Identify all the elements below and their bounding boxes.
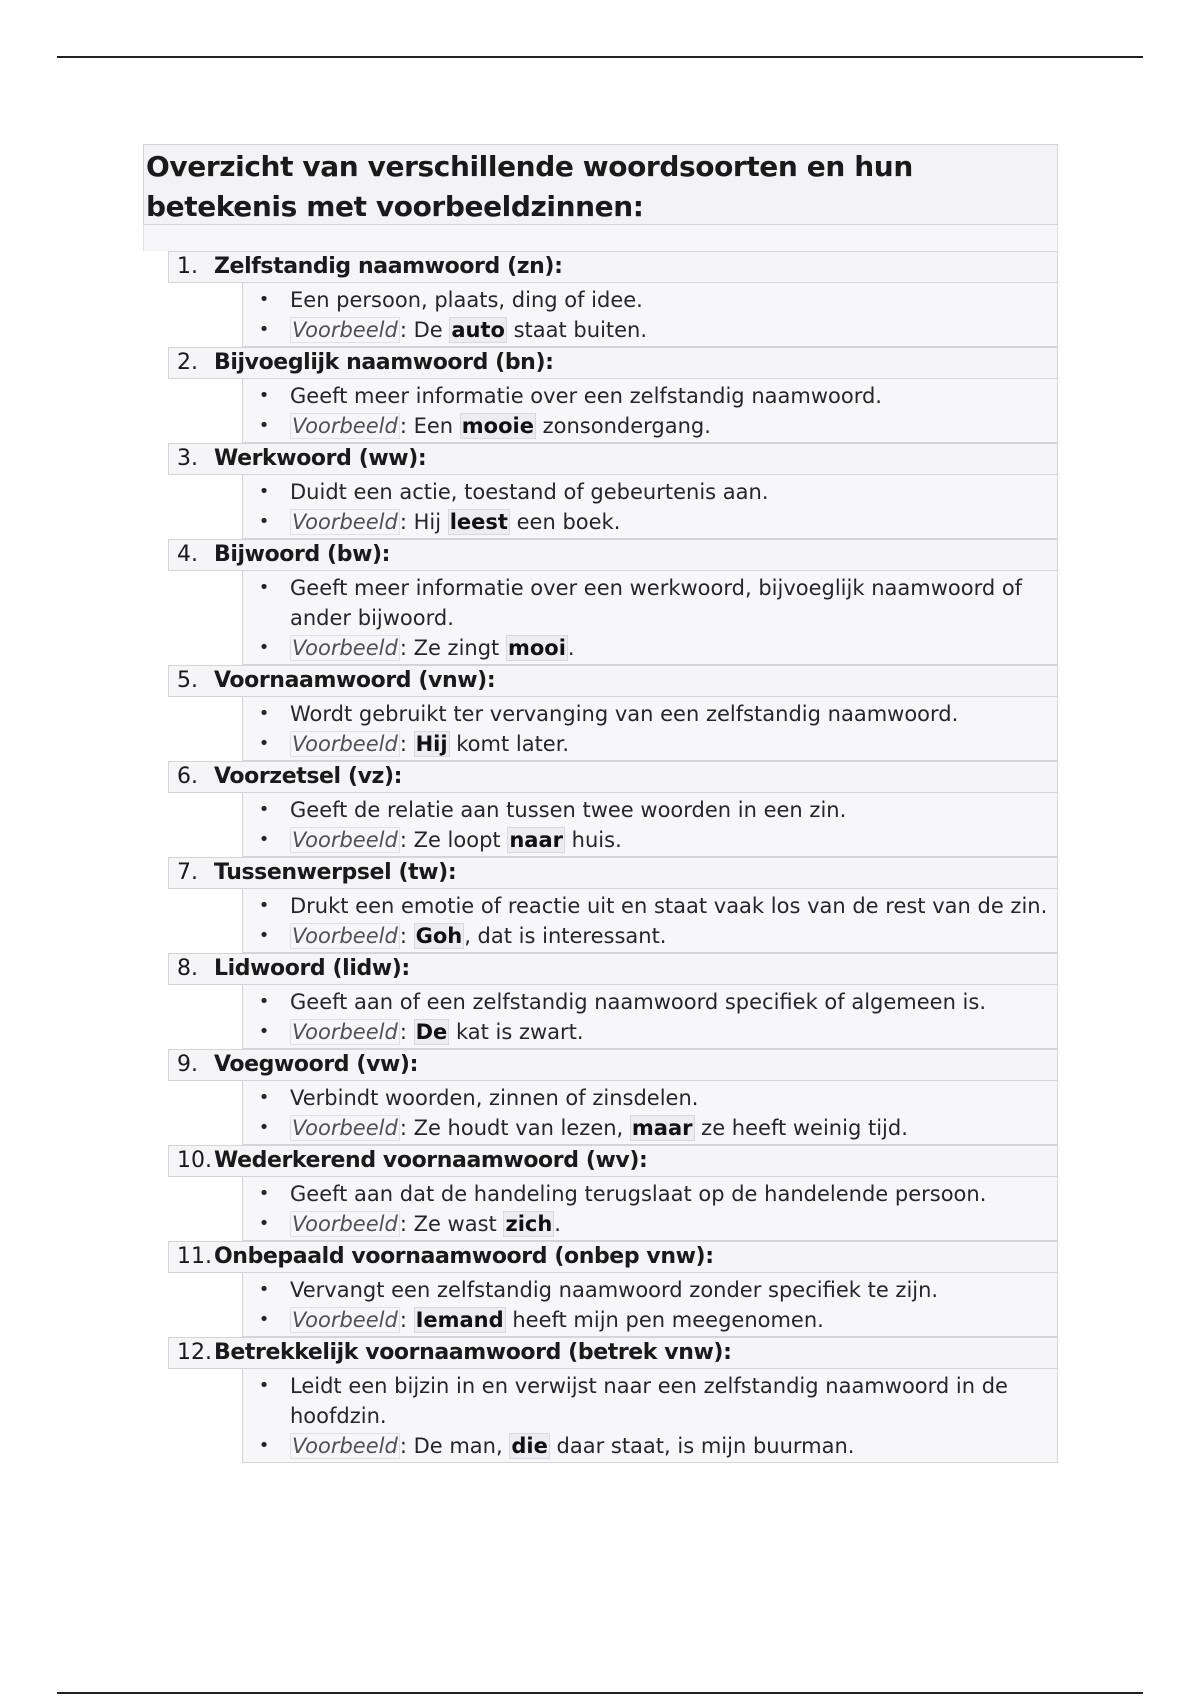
list-item — [143, 1049, 1058, 1145]
example-label: Voorbeeld — [292, 1308, 398, 1332]
entry-bullets — [242, 1081, 1058, 1145]
definition-bullet — [243, 1275, 1057, 1305]
example-before: Ze zingt — [413, 636, 506, 660]
entry-number: 6. — [177, 764, 198, 789]
example-bullet — [243, 921, 1057, 951]
example-keyword: die — [511, 1434, 548, 1458]
definition-text: Geeft meer informatie over een werkwoord, bijvoeglijk naamwoord of ander bijwoord. — [290, 576, 1023, 630]
example-bullet — [243, 1017, 1057, 1047]
definition-text: Drukt een emotie of reactie uit en staat vaak los van de rest van de zin. — [290, 894, 1048, 918]
entry-label: Bijvoeglijk naamwoord (bn): — [214, 350, 554, 375]
list-item — [143, 857, 1058, 953]
entry-bullets — [242, 1177, 1058, 1241]
entry-heading — [168, 761, 1058, 793]
list-item — [143, 1337, 1058, 1463]
entry-bullets — [242, 697, 1058, 761]
entry-label: Voornaamwoord (vnw): — [214, 668, 496, 693]
entry-heading — [168, 539, 1058, 571]
bullet-icon: • — [258, 319, 270, 340]
bullet-icon: • — [258, 1183, 270, 1204]
definition-bullet — [243, 1179, 1057, 1209]
example-text: Voorbeeld: De man, die daar staat, is mijn buurman. — [292, 1434, 855, 1458]
example-label: Voorbeeld — [292, 1434, 398, 1458]
example-label: Voorbeeld — [292, 636, 398, 660]
entry-label: Wederkerend voornaamwoord (wv): — [214, 1148, 648, 1173]
entry-heading — [168, 443, 1058, 475]
example-before: De man, — [413, 1434, 510, 1458]
bullet-icon: • — [258, 637, 270, 658]
definition-bullet — [243, 795, 1057, 825]
example-before: De — [413, 318, 450, 342]
entry-bullets — [242, 793, 1058, 857]
example-before: Een — [413, 414, 460, 438]
entry-number: 2. — [177, 350, 198, 375]
bullet-icon: • — [258, 415, 270, 436]
definition-bullet — [243, 477, 1057, 507]
page-title: Overzicht van verschillende woordsoorten en hun betekenis met voorbeeldzinnen: — [146, 150, 913, 223]
entry-label: Betrekkelijk voornaamwoord (betrek vnw): — [214, 1340, 732, 1365]
bullet-icon: • — [258, 577, 270, 598]
entry-number: 7. — [177, 860, 198, 885]
example-label: Voorbeeld — [292, 510, 398, 534]
example-before: Hij — [413, 510, 448, 534]
bullet-icon: • — [258, 1117, 270, 1138]
definition-bullet — [243, 1371, 1057, 1431]
list-item — [143, 443, 1058, 539]
example-keyword: zich — [505, 1212, 553, 1236]
entry-label: Voegwoord (vw): — [214, 1052, 418, 1077]
entry-label: Zelfstandig naamwoord (zn): — [214, 254, 563, 279]
definition-text: Wordt gebruikt ter vervanging van een zelfstandig naamwoord. — [290, 702, 959, 726]
example-bullet — [243, 1209, 1057, 1239]
example-keyword: maar — [631, 1116, 693, 1140]
entry-number: 11. — [177, 1244, 212, 1269]
example-text: Voorbeeld: De auto staat buiten. — [292, 318, 648, 342]
definition-text: Geeft aan dat de handeling terugslaat op de handelende persoon. — [290, 1182, 987, 1206]
entry-number: 1. — [177, 254, 198, 279]
example-keyword: naar — [509, 828, 563, 852]
entry-label: Tussenwerpsel (tw): — [214, 860, 457, 885]
definition-bullet — [243, 699, 1057, 729]
entry-label: Werkwoord (ww): — [214, 446, 427, 471]
definition-text: Geeft de relatie aan tussen twee woorden in een zin. — [290, 798, 847, 822]
example-keyword: Iemand — [415, 1308, 504, 1332]
example-label: Voorbeeld — [292, 1020, 398, 1044]
bullet-icon: • — [258, 511, 270, 532]
bullet-icon: • — [258, 481, 270, 502]
list-item — [143, 539, 1058, 665]
example-after: huis. — [565, 828, 622, 852]
example-after: daar staat, is mijn buurman. — [549, 1434, 855, 1458]
example-label: Voorbeeld — [292, 318, 398, 342]
example-after: ze heeft weinig tijd. — [694, 1116, 908, 1140]
bullet-icon: • — [258, 733, 270, 754]
example-text: Voorbeeld: Hij komt later. — [292, 732, 570, 756]
example-after: staat buiten. — [506, 318, 648, 342]
entry-label: Onbepaald voornaamwoord (onbep vnw): — [214, 1244, 714, 1269]
example-bullet — [243, 411, 1057, 441]
list-item — [143, 665, 1058, 761]
entry-number: 12. — [177, 1340, 212, 1365]
example-after: , dat is interessant. — [464, 924, 667, 948]
list-item — [143, 251, 1058, 347]
example-text: Voorbeeld: De kat is zwart. — [292, 1020, 584, 1044]
example-bullet — [243, 1113, 1057, 1143]
entry-heading — [168, 665, 1058, 697]
example-label: Voorbeeld — [292, 924, 398, 948]
example-bullet — [243, 633, 1057, 663]
example-label: Voorbeeld — [292, 414, 398, 438]
bullet-icon: • — [258, 1213, 270, 1234]
bullet-icon: • — [258, 703, 270, 724]
entry-heading — [168, 1049, 1058, 1081]
example-keyword: mooi — [507, 636, 566, 660]
bullet-icon: • — [258, 289, 270, 310]
bullet-icon: • — [258, 1087, 270, 1108]
example-before: Ze wast — [413, 1212, 504, 1236]
entry-heading — [168, 1145, 1058, 1177]
definition-bullet — [243, 573, 1057, 633]
list-item — [143, 1241, 1058, 1337]
entry-heading — [168, 953, 1058, 985]
example-after: kat is zwart. — [449, 1020, 584, 1044]
entry-bullets — [242, 571, 1058, 665]
bullet-icon: • — [258, 1021, 270, 1042]
entry-bullets — [242, 889, 1058, 953]
entry-heading — [168, 251, 1058, 283]
bottom-rule — [57, 1692, 1143, 1694]
example-before: Ze houdt van lezen, — [413, 1116, 630, 1140]
example-bullet — [243, 825, 1057, 855]
example-bullet — [243, 729, 1057, 759]
entry-number: 5. — [177, 668, 198, 693]
definition-text: Verbindt woorden, zinnen of zinsdelen. — [290, 1086, 699, 1110]
example-label: Voorbeeld — [292, 1212, 398, 1236]
example-text: Voorbeeld: Hij leest een boek. — [292, 510, 621, 534]
bullet-icon: • — [258, 385, 270, 406]
example-after: komt later. — [449, 732, 570, 756]
example-keyword: Goh — [415, 924, 463, 948]
example-after: . — [554, 1212, 561, 1236]
example-label: Voorbeeld — [292, 828, 398, 852]
example-text: Voorbeeld: Een mooie zonsondergang. — [292, 414, 711, 438]
document-body — [143, 144, 1058, 1463]
entry-number: 3. — [177, 446, 198, 471]
example-after: zonsondergang. — [535, 414, 711, 438]
bullet-icon: • — [258, 829, 270, 850]
example-keyword: auto — [451, 318, 505, 342]
definition-bullet — [243, 987, 1057, 1017]
entry-bullets — [242, 379, 1058, 443]
list-item — [143, 953, 1058, 1049]
entry-label: Bijwoord (bw): — [214, 542, 391, 567]
example-keyword: mooie — [461, 414, 534, 438]
entry-bullets — [242, 985, 1058, 1049]
example-label: Voorbeeld — [292, 1116, 398, 1140]
entry-heading — [168, 1337, 1058, 1369]
entry-heading — [168, 347, 1058, 379]
entry-number: 10. — [177, 1148, 212, 1173]
example-after: een boek. — [509, 510, 621, 534]
entry-bullets — [242, 283, 1058, 347]
entry-number: 4. — [177, 542, 198, 567]
example-text: Voorbeeld: Ze loopt naar huis. — [292, 828, 622, 852]
word-class-list — [143, 251, 1058, 1463]
example-keyword: De — [415, 1020, 448, 1044]
definition-bullet — [243, 1083, 1057, 1113]
definition-text: Een persoon, plaats, ding of idee. — [290, 288, 643, 312]
top-rule — [57, 56, 1143, 58]
example-keyword: leest — [449, 510, 508, 534]
list-item — [143, 347, 1058, 443]
entry-heading — [168, 1241, 1058, 1273]
bullet-icon: • — [258, 799, 270, 820]
definition-text: Vervangt een zelfstandig naamwoord zonder specifiek te zijn. — [290, 1278, 939, 1302]
entry-label: Lidwoord (lidw): — [214, 956, 410, 981]
entry-heading — [168, 857, 1058, 889]
entry-number: 8. — [177, 956, 198, 981]
bullet-icon: • — [258, 925, 270, 946]
example-text: Voorbeeld: Ze wast zich. — [292, 1212, 561, 1236]
entry-label: Voorzetsel (vz): — [214, 764, 403, 789]
entry-bullets — [242, 1369, 1058, 1463]
bullet-icon: • — [258, 1375, 270, 1396]
entry-bullets — [242, 1273, 1058, 1337]
example-bullet — [243, 1431, 1057, 1461]
definition-text: Leidt een bijzin in en verwijst naar een zelfstandig naamwoord in de hoofdzin. — [290, 1374, 1008, 1428]
bullet-icon: • — [258, 1309, 270, 1330]
example-before: Ze loopt — [413, 828, 508, 852]
example-after: heeft mijn pen meegenomen. — [505, 1308, 824, 1332]
definition-text: Geeft meer informatie over een zelfstandig naamwoord. — [290, 384, 882, 408]
example-text: Voorbeeld: Ze zingt mooi. — [292, 636, 575, 660]
example-text: Voorbeeld: Iemand heeft mijn pen meegenomen. — [292, 1308, 824, 1332]
list-item — [143, 1145, 1058, 1241]
entry-number: 9. — [177, 1052, 198, 1077]
definition-bullet — [243, 891, 1057, 921]
example-text: Voorbeeld: Ze houdt van lezen, maar ze heeft weinig tijd. — [292, 1116, 908, 1140]
bullet-icon: • — [258, 895, 270, 916]
spacer — [143, 225, 1058, 251]
definition-text: Geeft aan of een zelfstandig naamwoord specifiek of algemeen is. — [290, 990, 987, 1014]
bullet-icon: • — [258, 1435, 270, 1456]
example-bullet — [243, 315, 1057, 345]
example-keyword: Hij — [415, 732, 448, 756]
example-bullet — [243, 1305, 1057, 1335]
example-after: . — [567, 636, 575, 660]
list-item — [143, 761, 1058, 857]
example-label: Voorbeeld — [292, 732, 398, 756]
bullet-icon: • — [258, 991, 270, 1012]
title-box — [143, 144, 1058, 225]
bullet-icon: • — [258, 1279, 270, 1300]
example-bullet — [243, 507, 1057, 537]
definition-bullet — [243, 285, 1057, 315]
definition-text: Duidt een actie, toestand of gebeurtenis aan. — [290, 480, 769, 504]
definition-bullet — [243, 381, 1057, 411]
entry-bullets — [242, 475, 1058, 539]
example-text: Voorbeeld: Goh, dat is interessant. — [292, 924, 667, 948]
